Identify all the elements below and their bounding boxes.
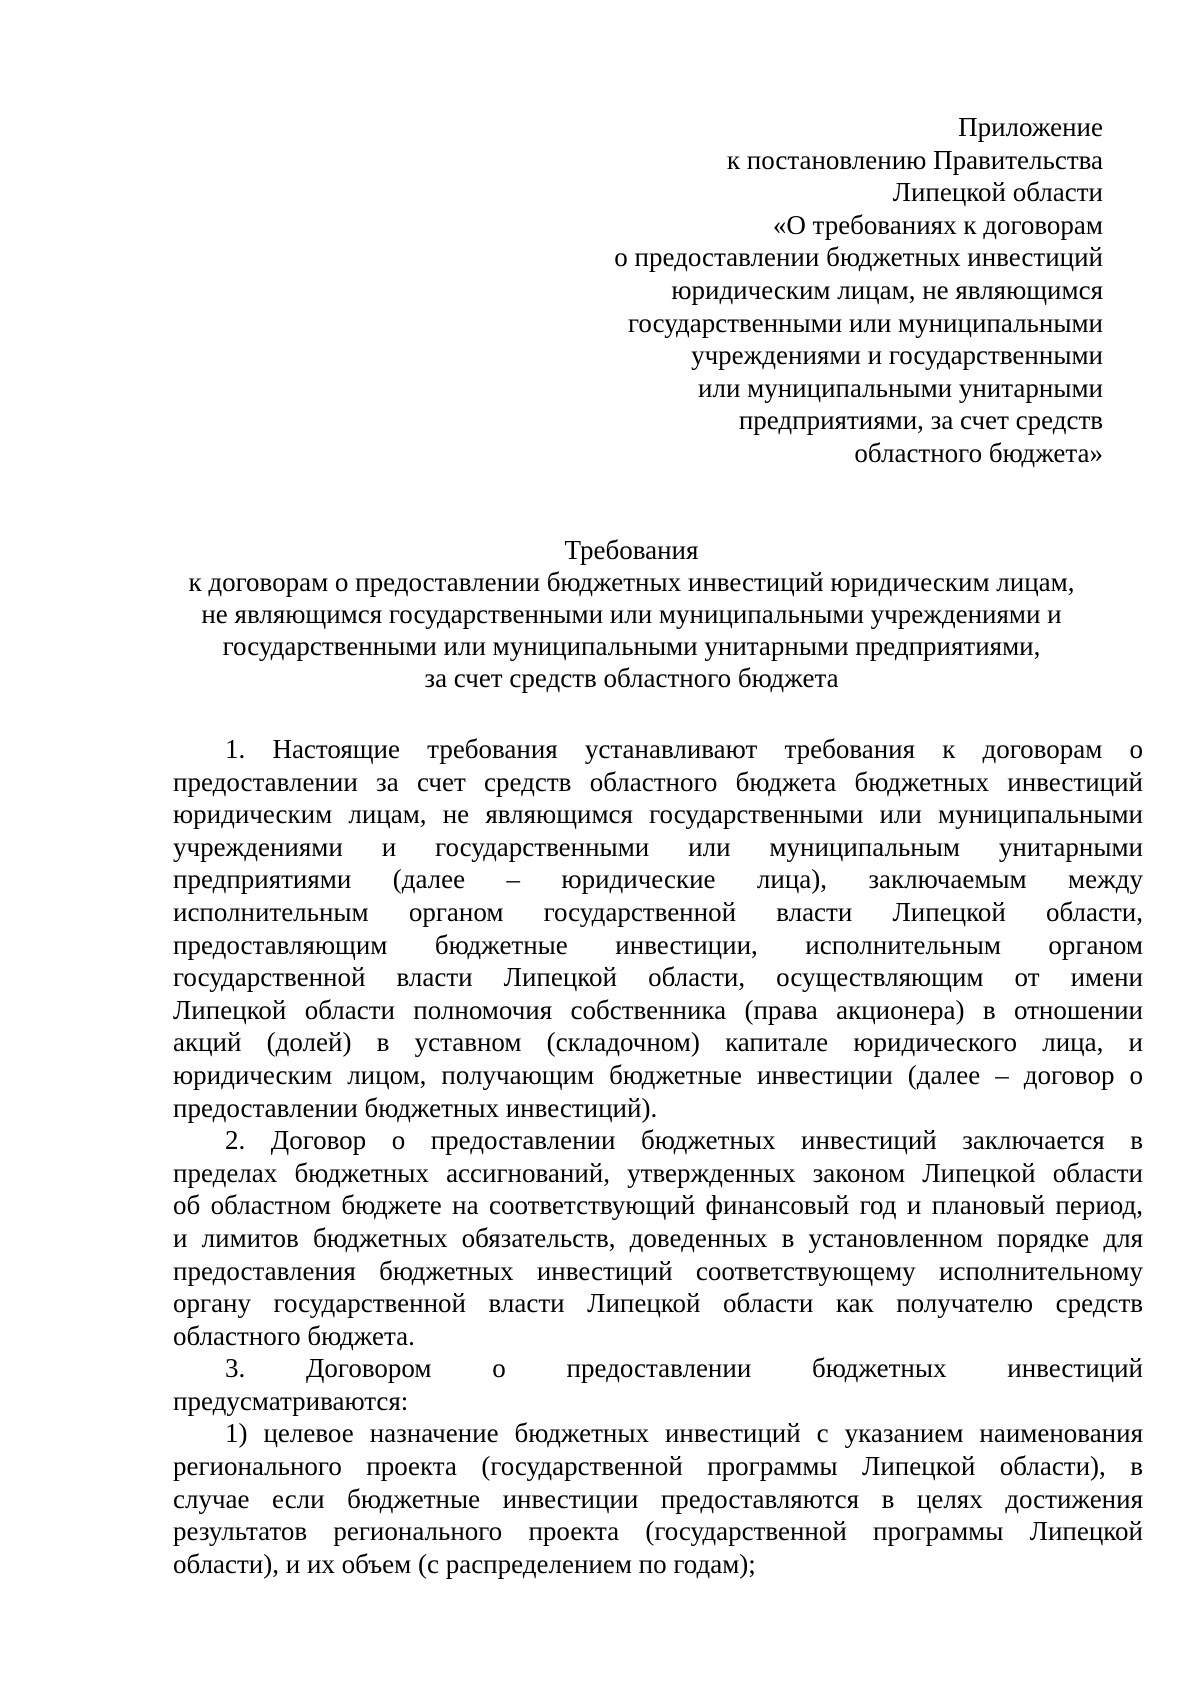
title-heading: Требования bbox=[564, 535, 699, 565]
appendix-line: «О требованиях к договорам bbox=[772, 209, 1103, 240]
body-line: предоставляющим бюджетные инвестиции, исполнительным органом bbox=[173, 929, 1143, 960]
body-line: результатов регионального проекта (государственной программы Липецкой bbox=[173, 1516, 1143, 1547]
appendix-line: или муниципальными унитарными bbox=[698, 372, 1103, 403]
body-line: предоставлении бюджетных инвестиций). bbox=[173, 1092, 658, 1123]
appendix-line: учреждениями и государственными bbox=[691, 340, 1103, 371]
body-line: 3. Договором о предоставлении бюджетных инвестиций bbox=[225, 1353, 1143, 1384]
appendix-line: Липецкой области bbox=[892, 177, 1103, 208]
title-line: государственными или муниципальными унитарными предприятиями, bbox=[222, 631, 1041, 661]
title-line: к договорам о предоставлении бюджетных инвестиций юридическим лицам, bbox=[188, 567, 1075, 597]
body-line: областного бюджета. bbox=[173, 1320, 415, 1351]
body-line: государственной власти Липецкой области, осуществляющим от имени bbox=[173, 962, 1143, 993]
body-line: акций (долей) в уставном (складочном) капитале юридического лица, и bbox=[173, 1027, 1143, 1058]
title-line: не являющимся государственными или муниципальными учреждениями и bbox=[201, 599, 1062, 629]
appendix-line: Приложение bbox=[958, 112, 1103, 142]
appendix-header bbox=[463, 111, 1103, 470]
body-line: предоставления бюджетных инвестиций соответствующему исполнительному bbox=[173, 1255, 1143, 1286]
body-line: регионального проекта (государственной программы Липецкой области), в bbox=[173, 1451, 1143, 1482]
body-line: случае если бюджетные инвестиции предоставляются в целях достижения bbox=[173, 1483, 1143, 1514]
appendix-line: областного бюджета» bbox=[854, 437, 1103, 468]
appendix-line: о предоставлении бюджетных инвестиций bbox=[614, 242, 1103, 273]
body-line: юридическим лицам, не являющимся государственными или муниципальными bbox=[173, 799, 1143, 830]
appendix-line: государственными или муниципальными bbox=[628, 307, 1103, 338]
body-line: предприятиями (далее – юридические лица), заключаемым между bbox=[173, 864, 1143, 895]
body-line: области), и их объем (с распределением по годам); bbox=[173, 1548, 756, 1579]
appendix-line: предприятиями, за счет средств bbox=[738, 405, 1103, 436]
body-line: и лимитов бюджетных обязательств, доведенных в установленном порядке для bbox=[173, 1222, 1143, 1253]
body-line: 1. Настоящие требования устанавливают требования к договорам о bbox=[225, 734, 1143, 764]
body-line: 2. Договор о предоставлении бюджетных инвестиций заключается в bbox=[225, 1125, 1143, 1156]
body-line: предоставлении за счет средств областного бюджета бюджетных инвестиций bbox=[173, 766, 1143, 797]
body-line: пределах бюджетных ассигнований, утвержденных законом Липецкой области bbox=[173, 1157, 1143, 1188]
document-body bbox=[173, 733, 1143, 1580]
title-line: за счет средств областного бюджета bbox=[424, 663, 839, 693]
body-line: предусматриваются: bbox=[173, 1385, 409, 1416]
body-line: органу государственной власти Липецкой области как получателю средств bbox=[173, 1288, 1143, 1319]
body-line: Липецкой области полномочия собственника (права акционера) в отношении bbox=[173, 994, 1143, 1025]
document-title bbox=[160, 534, 1103, 694]
body-line: учреждениями и государственными или муниципальным унитарными bbox=[173, 831, 1143, 862]
body-line: юридическим лицом, получающим бюджетные инвестиции (далее – договор о bbox=[173, 1059, 1143, 1090]
body-line: 1) целевое назначение бюджетных инвестиций с указанием наименования bbox=[225, 1418, 1143, 1449]
appendix-line: юридическим лицам, не являющимся bbox=[671, 274, 1103, 305]
body-line: исполнительным органом государственной власти Липецкой области, bbox=[173, 896, 1143, 927]
body-line: об областном бюджете на соответствующий финансовый год и плановый период, bbox=[173, 1190, 1143, 1221]
appendix-line: к постановлению Правительства bbox=[726, 144, 1103, 175]
